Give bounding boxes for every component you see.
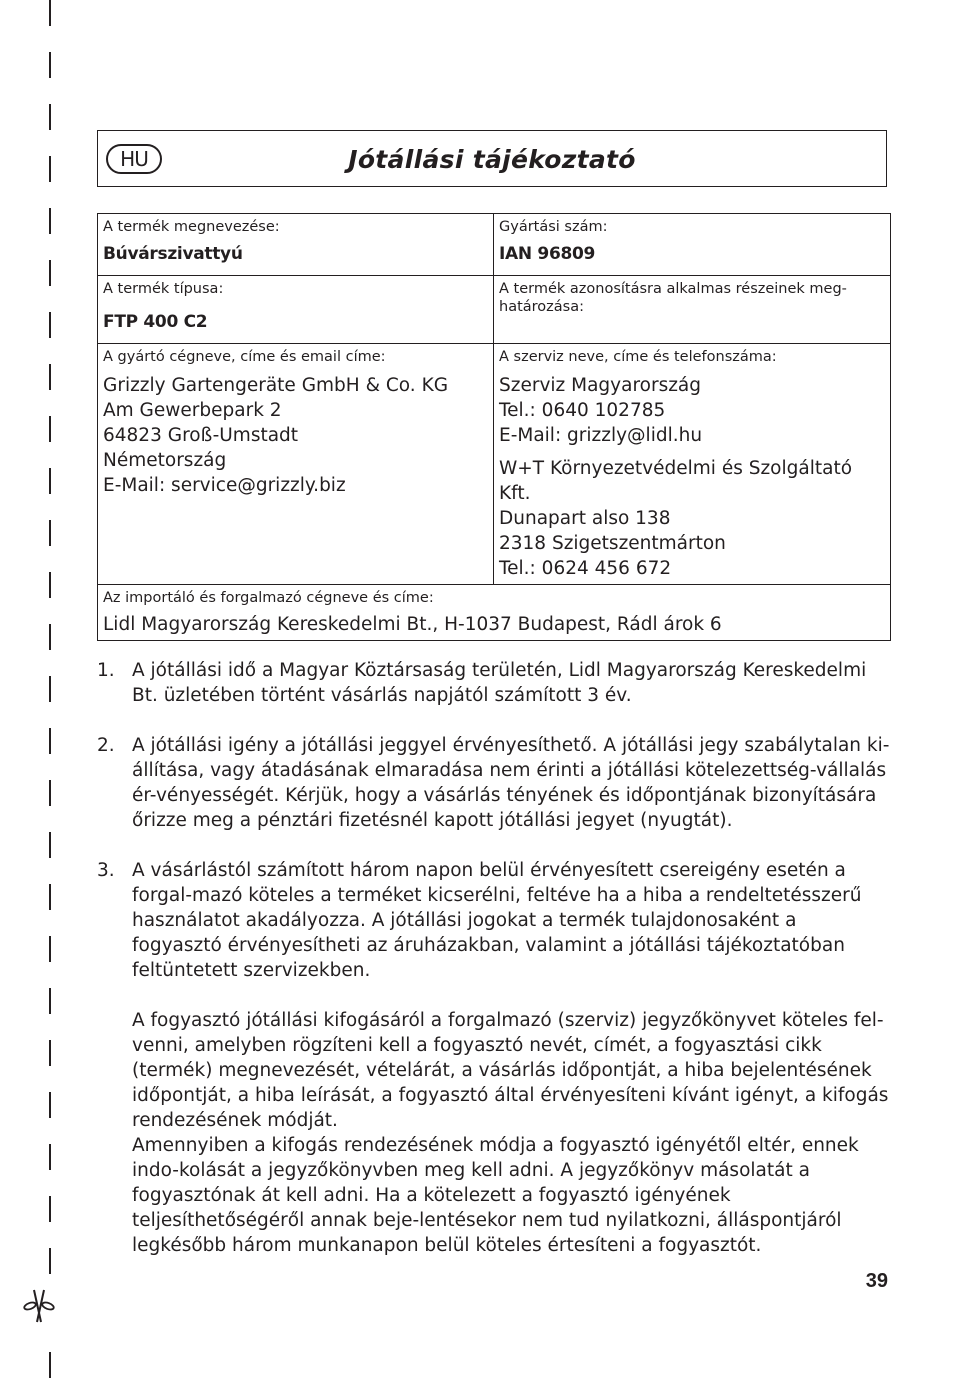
clause-number: 1. (97, 660, 115, 681)
cut-line-segment (49, 1352, 51, 1378)
cut-line-segment (49, 520, 51, 546)
cut-line-segment (49, 780, 51, 806)
cut-line-segment (49, 884, 51, 910)
cut-line-segment (49, 936, 51, 962)
cut-line-segment (49, 988, 51, 1014)
cut-line-segment (49, 208, 51, 234)
cut-line-segment (49, 364, 51, 390)
cut-line-segment (49, 1040, 51, 1066)
manufacturer-line: Németország (103, 450, 227, 471)
manufacturer-email: E-Mail: service@grizzly.biz (103, 475, 346, 496)
product-name-cell (98, 214, 494, 276)
title-box (97, 130, 887, 187)
cut-line-segment (49, 832, 51, 858)
cut-line-segment (49, 624, 51, 650)
table-row (98, 214, 891, 276)
cut-line-segment (49, 104, 51, 130)
table-row (98, 585, 891, 641)
cut-line-segment (49, 52, 51, 78)
service-line: 2318 Szigetszentmárton (499, 533, 726, 554)
cut-line-segment (49, 156, 51, 182)
language-badge: HU (106, 144, 162, 174)
product-name-value: Búvárszivattyú (103, 244, 243, 264)
service-line: Tel.: 0624 456 672 (499, 558, 672, 579)
page-title: Jótállási tájékoztató (348, 145, 636, 174)
product-type-label: A termék típusa: (103, 281, 224, 297)
service-line: Szerviz Magyarország (499, 375, 702, 396)
cut-line-segment (49, 572, 51, 598)
importer-cell (98, 585, 891, 641)
clause-number: 2. (97, 735, 115, 756)
warranty-clauses (97, 658, 891, 1283)
list-item (97, 858, 891, 1258)
service-line: Dunapart also 138 (499, 508, 671, 529)
service-line: W+T Környezetvédelmi és Szolgáltató Kft. (499, 458, 853, 504)
cut-line-segment (49, 1248, 51, 1274)
list-item (97, 733, 891, 833)
product-name-label: A termék megnevezése: (103, 219, 280, 235)
table-row (98, 344, 891, 585)
identification-label: A termék azonosításra alkalmas részeinek meg- határozása: (499, 281, 847, 315)
page-number: 39 (865, 1270, 888, 1292)
importer-label: Az importáló és forgalmazó cégneve és címe: (103, 590, 434, 606)
cut-line-segment (49, 468, 51, 494)
scissors-icon (22, 1284, 56, 1324)
importer-value: Lidl Magyarország Kereskedelmi Bt., H-1037 Budapest, Rádl árok 6 (103, 614, 722, 635)
manufacturer-line: 64823 Groß-Umstadt (103, 425, 299, 446)
cut-line-segment (49, 416, 51, 442)
serial-value: IAN 96809 (499, 244, 596, 264)
warranty-info-table (97, 213, 891, 641)
clause-text: A vásárlástól számított három napon belül érvényesített csereigény esetén a forgal-mazó köteles a terméket kicserélni, feltéve ha a hiba a rendeltetésszerű használatot akadályozza. A jótállási jogokat a termék tulajdonosaként a fogyasztó érvényesítheti az áruházakban, valamint a jótállási tájékoztatóban feltüntetett szervizekben. (132, 860, 862, 981)
table-row (98, 276, 891, 344)
clause-number: 3. (97, 860, 115, 881)
product-type-cell (98, 276, 494, 344)
cut-line-segment (49, 676, 51, 702)
identification-cell (494, 276, 891, 344)
manufacturer-line: Am Gewerbepark 2 (103, 400, 282, 421)
manufacturer-label: A gyártó cégneve, címe és email címe: (103, 349, 386, 365)
cut-line-segment (49, 260, 51, 286)
cut-line (49, 0, 51, 1354)
cut-line-segment (49, 1092, 51, 1118)
cut-line-segment (49, 312, 51, 338)
clause-text: A fogyasztó jótállási kifogásáról a forgalmazó (szerviz) jegyzőkönyvet köteles fel-venni, amelyben rögzíteni kell a fogyasztó nevét, címét, a fogyasztási cikk (termék) megnevezését, vételárát, a vásárlás időpontját, a hiba bejelentésének időpontját, a hiba leírását, a fogyasztó által érvényesíteni kívánt igényt, a kifogás rendezésének módját. (132, 1010, 889, 1131)
manufacturer-line: Grizzly Gartengeräte GmbH & Co. KG (103, 375, 449, 396)
list-item (97, 658, 891, 708)
cut-line-segment (49, 0, 51, 26)
clause-text: A jótállási igény a jótállási jeggyel érvényesíthető. A jótállási jegy szabálytalan ki-állítása, vagy átadásának elmaradása nem érinti a jótállási kötelezettség-vállalás ér-vényességét. Kérjük, hogy a vásárlás tényének és időpontjának bizonyítására őrizze meg a pénztári fizetésnél kapott jótállási jegyet (nyugtát). (132, 735, 890, 831)
service-line: Tel.: 0640 102785 (499, 400, 666, 421)
service-label: A szerviz neve, címe és telefonszáma: (499, 349, 777, 365)
cut-line-segment (49, 728, 51, 754)
product-type-value: FTP 400 C2 (103, 312, 208, 332)
service-email: E-Mail: grizzly@lidl.hu (499, 425, 703, 446)
serial-cell (494, 214, 891, 276)
cut-line-segment (49, 1144, 51, 1170)
clause-text: A jótállási idő a Magyar Köztársaság területén, Lidl Magyarország Kereskedelmi Bt. üzletében történt vásárlás napjától számított 3 év. (132, 660, 867, 706)
service-cell (494, 344, 891, 585)
cut-line-segment (49, 1196, 51, 1222)
serial-label: Gyártási szám: (499, 219, 608, 235)
clause-text: Amennyiben a kifogás rendezésének módja a fogyasztó igényétől eltér, ennek indo-kolását a jegyzőkönyvben meg kell adni. A jegyzőkönyv másolatát a fogyasztónak át kell adni. Ha a kötelezett a fogyasztó igényének teljesíthetőségéről annak beje-lentésekor nem tud nyilatkozni, álláspontjáról legkésőbb három munkanapon belül köteles értesíteni a fogyasztót. (132, 1135, 859, 1256)
manufacturer-cell (98, 344, 494, 585)
